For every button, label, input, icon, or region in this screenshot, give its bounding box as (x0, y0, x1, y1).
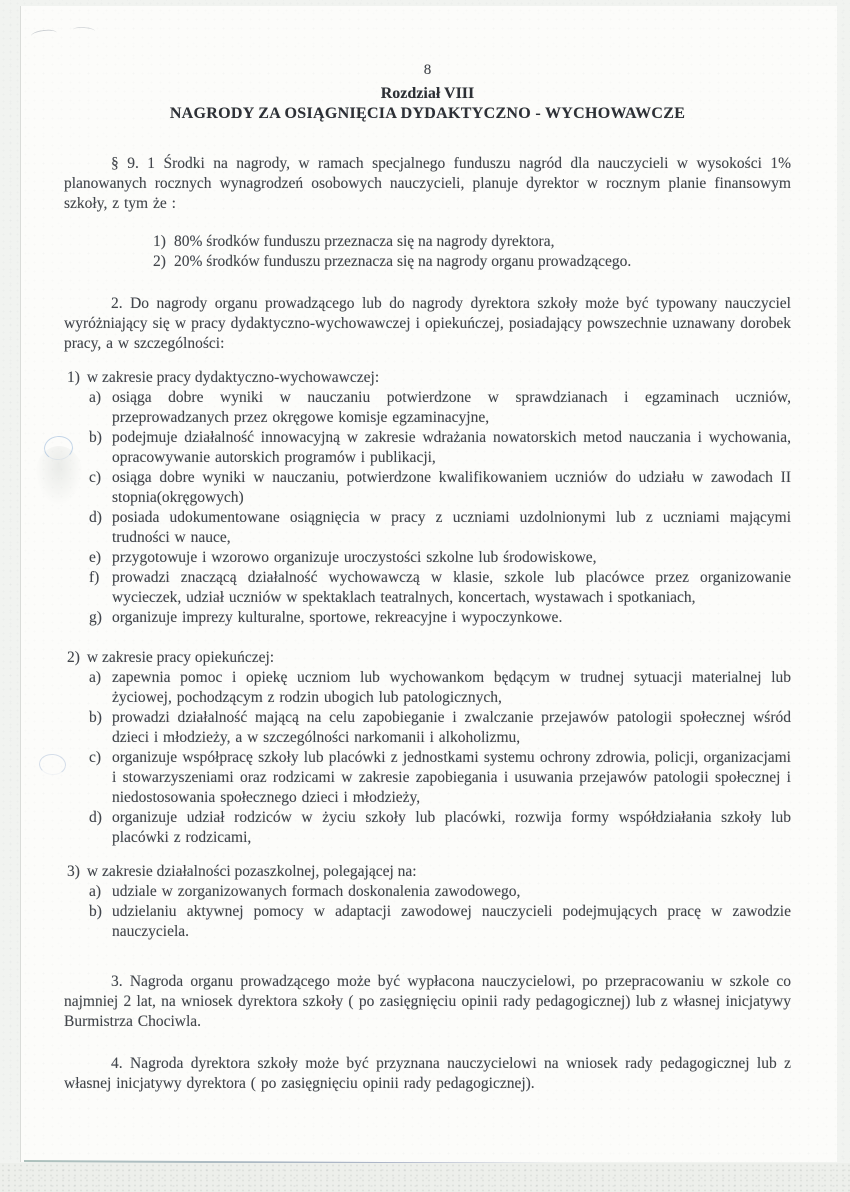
area-heading (64, 648, 791, 668)
item-text: prowadzi znaczącą działalność wychowawczą w klasie, szkole lub placówce przez organizowanie wycieczek, udział uczniów w spektaklach teatralnych, koncertach, wystawach i spotkaniach, (112, 569, 791, 606)
item-marker: e) (89, 549, 102, 566)
document-content (21, 6, 837, 1094)
criteria-item (64, 808, 791, 848)
criteria-area-care (64, 648, 791, 848)
item-text: organizuje współpracę szkoły lub placówki z jednostkami systemu ochrony zdrowia, policji, organizacjami i stowarzyszeniami oraz rodzicami w zakresie zapobiegania i usuwania przejawów patologii społecznej i niedostosowania społecznego dzieci i młodzieży, (112, 749, 791, 806)
criteria-item (64, 568, 791, 608)
item-text: udzielaniu aktywnej pomocy w adaptacji zawodowej nauczycieli podejmujących pracę w zawodzie nauczyciela. (112, 903, 791, 940)
item-text: 20% środków funduszu przeznacza się na nagrody organu prowadzącego. (174, 253, 632, 270)
criteria-item (64, 748, 791, 808)
item-marker: 2) (67, 649, 80, 666)
item-text: osiąga dobre wyniki w nauczaniu potwierdzone w sprawdzianach i egzaminach uczniów, przeprowadzanych przez okręgowe komisje egzaminacyjne, (112, 389, 791, 426)
item-marker: 1) (153, 233, 166, 250)
area-title: w zakresie pracy opiekuńczej: (86, 649, 275, 666)
area-title: w zakresie działalności pozaszkolnej, polegającej na: (86, 863, 417, 880)
item-text: osiąga dobre wyniki w nauczaniu, potwierdzone kwalifikowaniem uczniów do udziału w zawodach II stopnia(okręgowych) (112, 469, 791, 506)
item-marker: 2) (153, 253, 166, 270)
criteria-item (64, 428, 791, 468)
item-marker: d) (89, 809, 102, 826)
list-item (153, 252, 791, 272)
criteria-item (64, 548, 791, 568)
item-marker: b) (89, 709, 102, 726)
criteria-item (64, 882, 791, 902)
fund-allocation-list (153, 232, 791, 272)
paragraph-9-3: 3. Nagroda organu prowadzącego może być wypłacona nauczycielowi, po przepracowaniu w szkole co najmniej 2 lat, na wniosek dyrektora szkoły ( po zasięgnięciu opinii rady pedagogicznej) lub z własnej inicjatywy Burmistrza Chociwla. (64, 973, 791, 1030)
criteria-item (64, 608, 791, 628)
criteria-area-extracurricular (64, 862, 791, 942)
item-marker: c) (89, 749, 102, 766)
chapter-title: NAGRODY ZA OSIĄGNIĘCIA DYDAKTYCZNO - WYCHOWAWCZE (169, 105, 686, 122)
criteria-item (64, 508, 791, 548)
item-text: organizuje imprezy kulturalne, sportowe, rekreacyjne i wypoczynkowe. (112, 609, 563, 626)
area-title: w zakresie pracy dydaktyczno-wychowawczej: (86, 369, 380, 386)
paragraph-9-4: 4. Nagroda dyrektora szkoły może być przyznana nauczycielowi na wniosek rady pedagogicznej lub z własnej inicjatywy dyrektora ( po zasięgnięciu opinii rady pedagogicznej). (64, 1055, 791, 1092)
item-marker: d) (89, 509, 102, 526)
item-text: podejmuje działalność innowacyjną w zakresie wdrażania nowatorskich metod nauczania i wychowania, opracowywanie autorskich programów i publikacji, (112, 429, 791, 466)
scanner-noise-band (0, 1163, 850, 1192)
page-number: 8 (423, 62, 432, 78)
area-heading (64, 368, 791, 388)
criteria-item (64, 668, 791, 708)
paragraph-9-1: § 9. 1 Środki na nagrody, w ramach specjalnego funduszu nagród dla nauczycieli w wysokości 1% planowanych rocznych wynagrodzeń osobowych nauczycieli, planuje dyrektor w rocznym planie finansowym szkoły, z tym że : (64, 155, 791, 212)
item-marker: a) (89, 883, 102, 900)
item-marker: f) (89, 569, 100, 586)
item-text: 80% środków funduszu przeznacza się na nagrody dyrektora, (174, 233, 555, 250)
chapter-heading: Rozdział VIII (380, 85, 475, 102)
item-marker: b) (89, 429, 102, 446)
list-item (153, 232, 791, 252)
item-marker: c) (89, 469, 102, 486)
criteria-item (64, 388, 791, 428)
item-marker: g) (89, 609, 102, 626)
paragraph-9-2: 2. Do nagrody organu prowadzącego lub do nagrody dyrektora szkoły może być typowany nauczyciel wyróżniający się w pracy dydaktyczno-wychowawczej i opiekuńczej, posiadający powszechnie uznawany dorobek pracy, a w szczególności: (64, 295, 791, 352)
area-heading (64, 862, 791, 882)
item-text: posiada udokumentowane osiągnięcia w pracy z uczniami uzdolnionymi lub z uczniami mającymi trudności w nauce, (112, 509, 791, 546)
item-marker: 3) (67, 863, 80, 880)
criteria-item (64, 708, 791, 748)
criteria-area-didactic (64, 368, 791, 628)
document-page (20, 6, 837, 1162)
item-text: prowadzi działalność mającą na celu zapobieganie i zwalczanie przejawów patologii społecznej wśród dzieci i młodzieży, a w szczególności narkomanii i alkoholizmu, (112, 709, 791, 746)
item-text: organizuje udział rodziców w życiu szkoły lub placówki, rozwija formy współdziałania szkoły lub placówki z rodzicami, (112, 809, 791, 846)
criteria-item (64, 902, 791, 942)
item-text: przygotowuje i wzorowo organizuje uroczystości szkolne lub środowiskowe, (112, 549, 597, 566)
item-marker: a) (89, 389, 102, 406)
criteria-item (64, 468, 791, 508)
item-marker: 1) (67, 369, 80, 386)
item-text: udziale w zorganizowanych formach doskonalenia zawodowego, (112, 883, 521, 900)
item-marker: a) (89, 669, 102, 686)
item-marker: b) (89, 903, 102, 920)
item-text: zapewnia pomoc i opiekę uczniom lub wychowankom będącym w trudnej sytuacji materialnej lub życiowej, pochodzącym z rodzin ubogich lub patologicznych, (112, 669, 791, 706)
